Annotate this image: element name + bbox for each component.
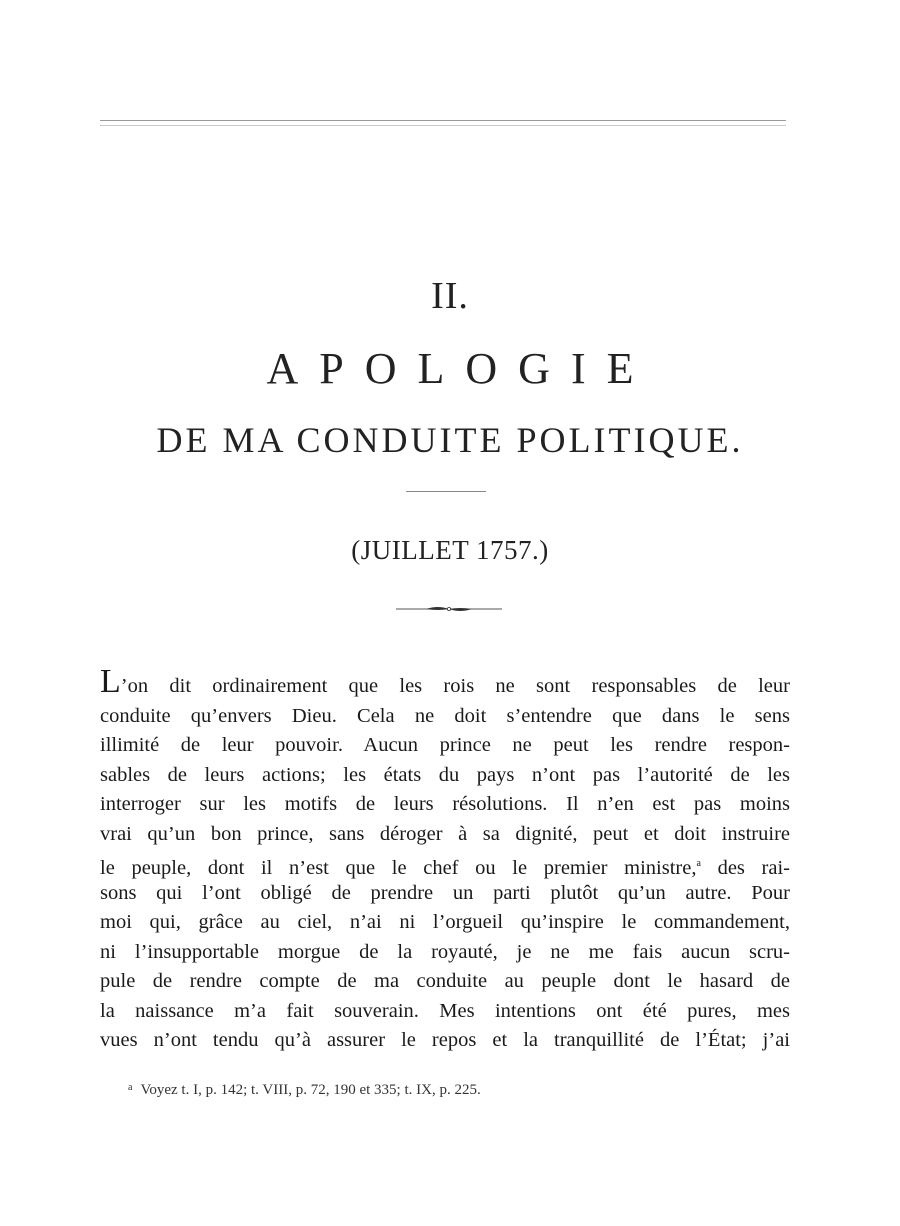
text-line-3: illimité de leur pouvoir. Aucun prince ne peut les rendre respon- [100, 734, 790, 756]
text-line-6: vrai qu’un bon prince, sans déroger à sa dignité, peut et doit instruire [100, 822, 790, 845]
footnote-marker: a [128, 1082, 133, 1093]
text-line-1: L’on dit ordinairement que les rois ne sont responsables de leur [100, 663, 790, 700]
text-line-8: sons qui l’ont obligé de prendre un parti plutôt qu’un autre. Pour [100, 881, 790, 904]
footnote-reference: a [696, 858, 701, 869]
chapter-subtitle: DE MA CONDUITE POLITIQUE. [156, 420, 744, 460]
text-line-9: moi qui, grâce au ciel, n’ai ni l’orgueil qu’inspire le commandement, [100, 911, 790, 933]
text-line-5: interroger sur les motifs de leurs résolutions. Il n’en est pas moins [100, 793, 790, 815]
text-line-4: sables de leurs actions; les états du pays n’ont pas l’autorité de les [100, 763, 790, 786]
text-line-2: conduite qu’envers Dieu. Cela ne doit s’entendre que dans le sens [100, 704, 790, 727]
footnote [128, 1082, 788, 1099]
text-line-11: pule de rendre compte de ma conduite au peuple dont le hasard de [100, 970, 790, 992]
drop-cap: L [100, 663, 121, 700]
text-line-12: la naissance m’a fait souverain. Mes intentions ont été pures, mes [100, 999, 790, 1022]
chapter-number: II. [431, 275, 469, 317]
text-line-10: ni l’insupportable morgue de la royauté, je ne me fais aucun scru- [100, 940, 790, 963]
body-paragraph [100, 663, 791, 1056]
footnote-text: Voyez t. I, p. 142; t. VIII, p. 72, 190 et 335; t. IX, p. 225. [140, 1082, 481, 1098]
chapter-title: APOLOGIE [266, 344, 655, 393]
header-rule [100, 120, 786, 126]
ornament-divider-icon [396, 604, 502, 614]
title-divider [406, 491, 486, 492]
chapter-date: (JUILLET 1757.) [351, 535, 549, 565]
text-line-7: le peuple, dont il n’est que le chef ou le premier ministre,$^a$ des rai- [100, 857, 791, 879]
text-line-13: vues n’ont tendu qu’à assurer le repos et la tranquillité de l’État; j’ai [100, 1029, 790, 1051]
